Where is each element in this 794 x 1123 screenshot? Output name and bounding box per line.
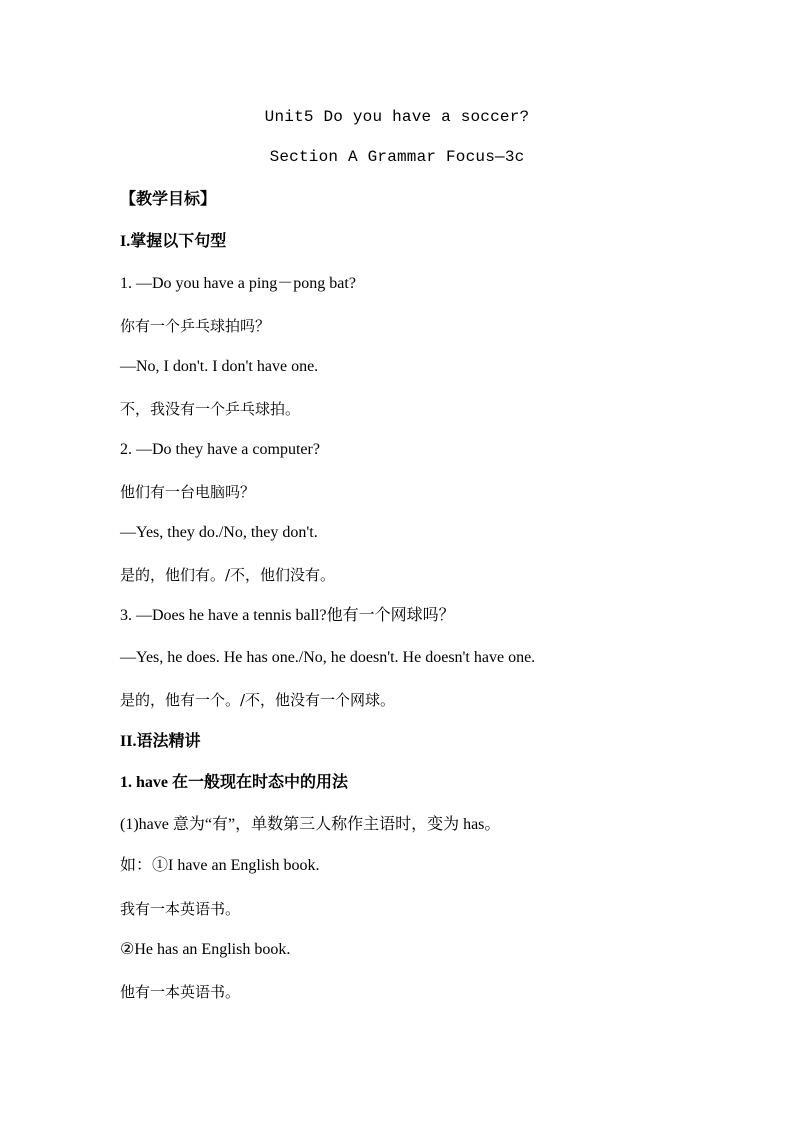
example-2-translation: 他有一本英语书。 [120,983,241,1001]
document-title: Unit5 Do you have a soccer? [264,108,530,126]
section-heading-patterns: I.掌握以下句型 [120,233,227,250]
pattern-3-answer: —Yes, he does. He has one./No, he doesn't. He doesn't have one. [120,649,536,666]
pattern-1-question-translation: 你有一个乒乓球拍吗？ [120,317,271,335]
pattern-2-question-translation: 他们有一台电脑吗？ [120,483,256,501]
pattern-2-question: 2. —Do they have a computer? [120,441,320,458]
objectives-header: 【教学目标】 [120,191,217,208]
document-subtitle: Section A Grammar Focus—3c [269,148,525,166]
example-1: 如：①I have an English book. [120,857,320,874]
pattern-1-answer-translation: 不，我没有一个乒乓球拍。 [120,400,301,418]
grammar-subheading-have: 1. have 在一般现在时态中的用法 [120,774,349,791]
example-2: ②He has an English book. [120,941,291,958]
section-heading-grammar: II.语法精讲 [120,733,201,750]
example-1-translation: 我有一本英语书。 [120,900,241,918]
pattern-2-answer: —Yes, they do./No, they don't. [120,524,318,541]
pattern-3-question: 3. —Does he have a tennis ball?他有一个网球吗？ [120,607,455,624]
grammar-rule-have: (1)have 意为“有”，单数第三人称作主语时，变为 has。 [120,816,501,833]
pattern-1-question: 1. —Do you have a ping－pong bat? [120,275,356,292]
pattern-1-answer: —No, I don't. I don't have one. [120,358,319,375]
pattern-3-answer-translation: 是的，他有一个。/不，他没有一个网球。 [120,691,396,709]
pattern-2-answer-translation: 是的，他们有。/不，他们没有。 [120,566,336,584]
